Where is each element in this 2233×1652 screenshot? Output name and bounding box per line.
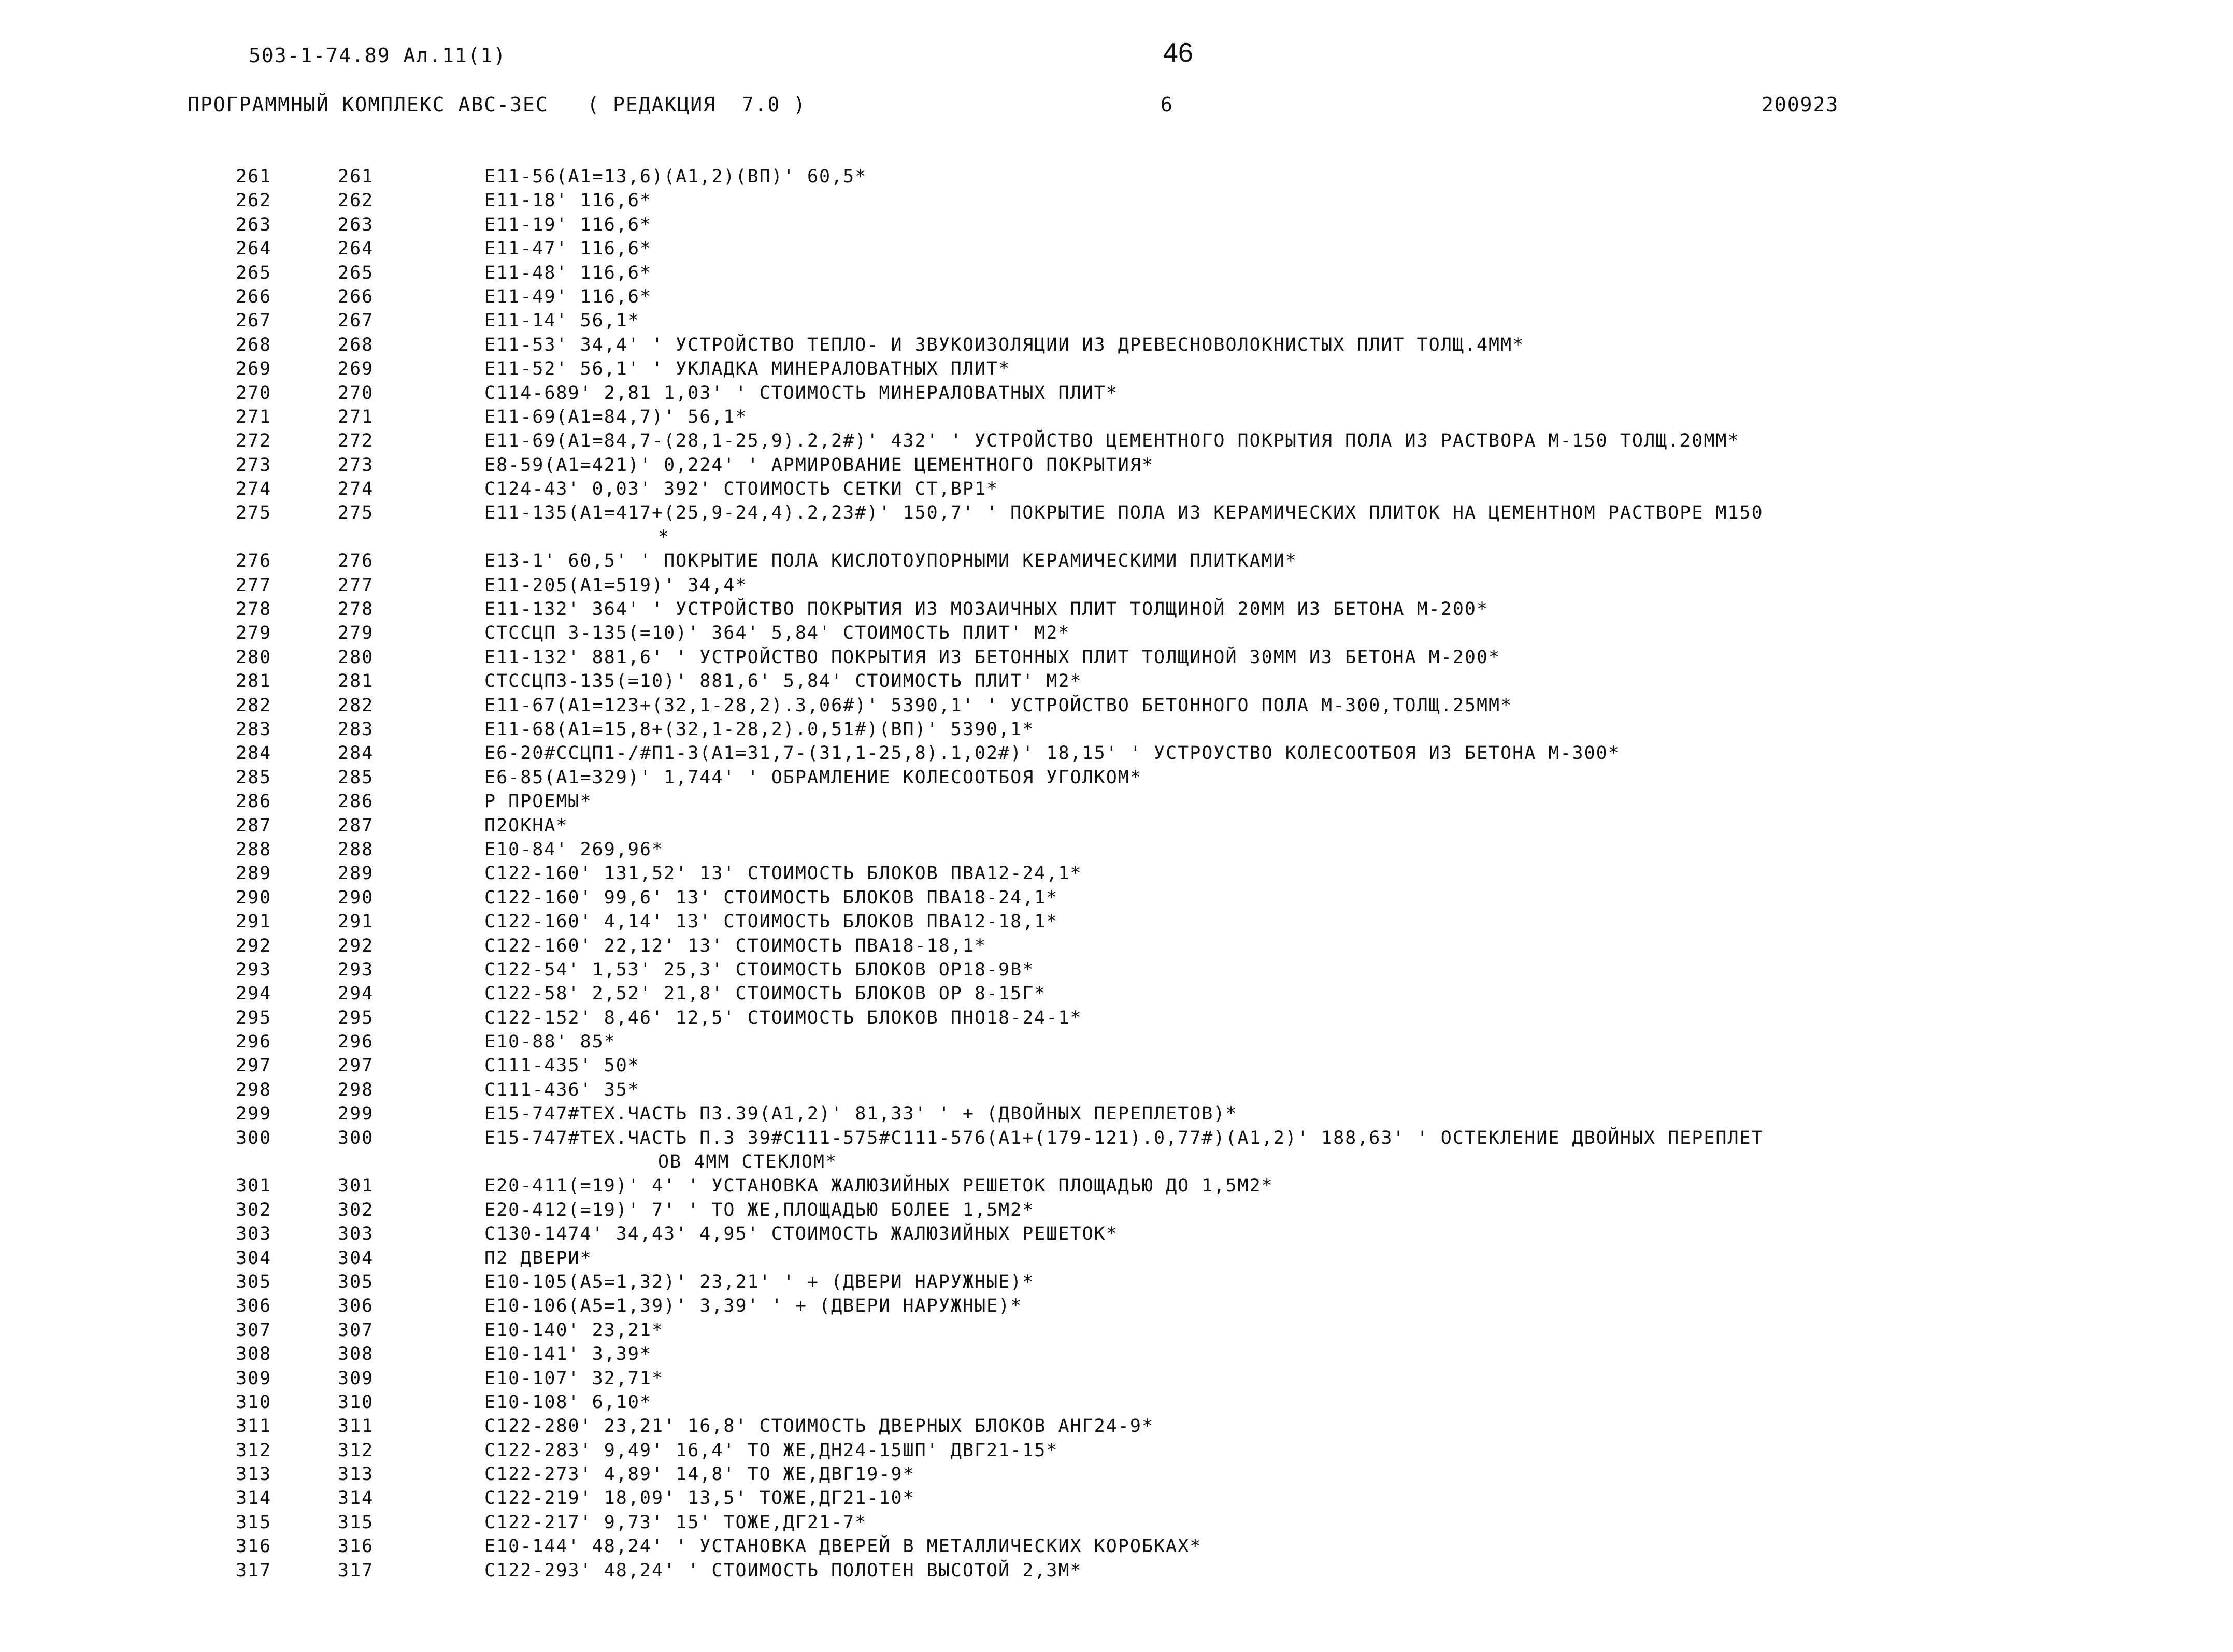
document-code: 503-1-74.89 Ал.11(1) <box>249 44 507 67</box>
statement-number: 279 <box>338 623 374 644</box>
statement-text: Е20-412(=19)' 7' ' ТО ЖЕ,ПЛОЩАДЬЮ БОЛЕЕ 1,5М2* <box>484 1199 1035 1220</box>
statement-number: 294 <box>338 983 374 1004</box>
listing-row <box>0 573 2233 597</box>
statement-text: Е11-135(А1=417+(25,9-24,4).2,23#)' 150,7' ' ПОКРЫТИЕ ПОЛА ИЗ КЕРАМИЧЕСКИХ ПЛИТОК НА ЦЕМЕНТНОМ РАСТВОРЕ М150 <box>484 502 1764 524</box>
statement-number: 313 <box>338 1464 374 1485</box>
listing-row <box>0 838 2233 861</box>
statement-number: 310 <box>338 1391 374 1413</box>
line-number: 284 <box>236 743 272 764</box>
line-number: 288 <box>236 839 272 860</box>
statement-text: Е11-53' 34,4' ' УСТРОЙСТВО ТЕПЛО- И ЗВУКОИЗОЛЯЦИИ ИЗ ДРЕВЕСНОВОЛОКНИСТЫХ ПЛИТ ТОЛЩ.4ММ* <box>484 334 1525 355</box>
statement-number: 262 <box>338 190 374 211</box>
listing-row <box>0 549 2233 573</box>
statement-number: 286 <box>338 791 374 812</box>
line-number: 304 <box>236 1247 272 1269</box>
listing-row <box>0 1102 2233 1126</box>
statement-text: Е11-132' 364' ' УСТРОЙСТВО ПОКРЫТИЯ ИЗ МОЗАИЧНЫХ ПЛИТ ТОЛЩИНОЙ 20ММ ИЗ БЕТОНА М-200* <box>484 599 1489 620</box>
program-title: ПРОГРАММНЫЙ КОМПЛЕКС АВС-3ЕС ( РЕДАКЦИЯ 7.0 ) <box>188 93 807 116</box>
listing-row <box>0 1126 2233 1150</box>
listing-row <box>0 1414 2233 1438</box>
line-number: 279 <box>236 623 272 644</box>
statement-number: 267 <box>338 310 374 332</box>
statement-text: Е10-88' 85* <box>484 1031 616 1053</box>
listing-row <box>0 1246 2233 1270</box>
listing-row <box>0 1174 2233 1198</box>
line-number: 303 <box>236 1224 272 1245</box>
line-number: 283 <box>236 719 272 740</box>
line-number: 274 <box>236 479 272 500</box>
listing-row <box>0 814 2233 838</box>
line-number: 312 <box>236 1440 272 1461</box>
listing-row <box>0 309 2233 333</box>
statement-text: Е8-59(А1=421)' 0,224' ' АРМИРОВАНИЕ ЦЕМЕНТНОГО ПОКРЫТИЯ* <box>484 454 1154 476</box>
statement-number: 285 <box>338 767 374 788</box>
statement-number: 304 <box>338 1247 374 1269</box>
statement-text: С122-293' 48,24' ' СТОИМОСТЬ ПОЛОТЕН ВЫСОТОЙ 2,3М* <box>484 1560 1082 1581</box>
listing-continuation-row <box>0 1150 2233 1174</box>
statement-text: Е10-106(А5=1,39)' 3,39' ' + (ДВЕРИ НАРУЖНЫЕ)* <box>484 1296 1023 1317</box>
listing-row <box>0 934 2233 958</box>
statement-number: 298 <box>338 1079 374 1100</box>
statement-number: 302 <box>338 1199 374 1220</box>
statement-text: Е11-19' 116,6* <box>484 214 652 235</box>
statement-text: Е20-411(=19)' 4' ' УСТАНОВКА ЖАЛЮЗИЙНЫХ РЕШЕТОК ПЛОЩАДЬЮ ДО 1,5М2* <box>484 1175 1273 1197</box>
listing-row <box>0 766 2233 789</box>
statement-text: С114-689' 2,81 1,03' ' СТОИМОСТЬ МИНЕРАЛОВАТНЫХ ПЛИТ* <box>484 382 1118 404</box>
listing-row <box>0 1294 2233 1318</box>
statement-number: 300 <box>338 1127 374 1148</box>
statement-number: 317 <box>338 1560 374 1581</box>
listing-row <box>0 1439 2233 1462</box>
statement-number: 312 <box>338 1440 374 1461</box>
listing-row <box>0 453 2233 477</box>
listing-row <box>0 1270 2233 1294</box>
statement-text: Е10-108' 6,10* <box>484 1391 652 1413</box>
listing-row <box>0 333 2233 357</box>
listing-row <box>0 597 2233 621</box>
statement-number: 276 <box>338 551 374 572</box>
statement-number: 291 <box>338 911 374 932</box>
statement-number: 288 <box>338 839 374 860</box>
statement-text: С122-152' 8,46' 12,5' СТОИМОСТЬ БЛОКОВ ПНО18-24-1* <box>484 1007 1082 1028</box>
listing-row <box>0 789 2233 813</box>
statement-number: 296 <box>338 1031 374 1053</box>
statement-text: С122-219' 18,09' 13,5' ТОЖЕ,ДГ21-10* <box>484 1488 915 1509</box>
statement-number: 269 <box>338 358 374 380</box>
statement-text: Е11-56(А1=13,6)(А1,2)(ВП)' 60,5* <box>484 166 867 187</box>
listing-row <box>0 1006 2233 1030</box>
listing-row <box>0 165 2233 189</box>
line-number: 293 <box>236 959 272 980</box>
line-number: 302 <box>236 1199 272 1220</box>
line-number: 280 <box>236 647 272 668</box>
statement-number: 281 <box>338 671 374 692</box>
statement-text: Е11-68(А1=15,8+(32,1-28,2).0,51#)(ВП)' 5390,1* <box>484 719 1035 740</box>
statement-text: Е11-69(А1=84,7)' 56,1* <box>484 406 748 427</box>
statement-text: С122-217' 9,73' 15' ТОЖЕ,ДГ21-7* <box>484 1512 867 1533</box>
date-code: 200923 <box>1762 93 1839 116</box>
line-number: 313 <box>236 1464 272 1485</box>
line-number: 307 <box>236 1319 272 1341</box>
statement-number: 314 <box>338 1488 374 1509</box>
line-number: 294 <box>236 983 272 1004</box>
statement-text: С124-43' 0,03' 392' СТОИМОСТЬ СЕТКИ СТ,ВР1* <box>484 479 999 500</box>
statement-number: 289 <box>338 863 374 884</box>
line-number: 306 <box>236 1296 272 1317</box>
listing-row <box>0 645 2233 669</box>
statement-number: 303 <box>338 1224 374 1245</box>
line-number: 308 <box>236 1344 272 1365</box>
listing-row <box>0 357 2233 381</box>
statement-text: Е11-49' 116,6* <box>484 286 652 307</box>
statement-text: Е11-14' 56,1* <box>484 310 640 332</box>
statement-number: 290 <box>338 887 374 908</box>
line-number: 311 <box>236 1416 272 1437</box>
statement-text: Е15-747#ТЕХ.ЧАСТЬ П.3 39#С111-575#С111-576(А1+(179-121).0,77#)(А1,2)' 188,63' ' ОСТЕКЛЕНИЕ ДВОЙНЫХ ПЕРЕПЛЕТ <box>484 1127 1764 1148</box>
statement-number: 275 <box>338 502 374 524</box>
statement-number: 284 <box>338 743 374 764</box>
listing-row <box>0 982 2233 1005</box>
statement-number: 305 <box>338 1271 374 1292</box>
listing-row <box>0 741 2233 765</box>
statement-text: Е10-140' 23,21* <box>484 1319 664 1341</box>
listing-row <box>0 1222 2233 1246</box>
statement-number: 278 <box>338 599 374 620</box>
listing-row <box>0 1559 2233 1583</box>
line-number: 263 <box>236 214 272 235</box>
statement-text: ОВ 4ММ СТЕКЛОМ* <box>658 1152 838 1173</box>
listing-row <box>0 237 2233 261</box>
statement-text: С122-160' 22,12' 13' СТОИМОСТЬ ПВА18-18,1* <box>484 935 987 956</box>
statement-text: Р ПРОЕМЫ* <box>484 791 592 812</box>
line-number: 266 <box>236 286 272 307</box>
statement-text: С130-1474' 34,43' 4,95' СТОИМОСТЬ ЖАЛЮЗИЙНЫХ РЕШЕТОК* <box>484 1224 1118 1245</box>
line-number: 297 <box>236 1055 272 1076</box>
page-number: 46 <box>1163 38 1193 68</box>
statement-text: СТССЦП 3-135(=10)' 364' 5,84' СТОИМОСТЬ ПЛИТ' М2* <box>484 623 1070 644</box>
listing-row <box>0 1367 2233 1390</box>
line-number: 289 <box>236 863 272 884</box>
listing <box>0 165 2233 1583</box>
statement-text: Е11-69(А1=84,7-(28,1-25,9).2,2#)' 432' ' УСТРОЙСТВО ЦЕМЕНТНОГО ПОКРЫТИЯ ПОЛА ИЗ РАСТВОРА М-150 ТОЛЩ.20ММ* <box>484 430 1740 452</box>
statement-number: 287 <box>338 815 374 836</box>
line-number: 316 <box>236 1536 272 1557</box>
statement-number: 272 <box>338 430 374 452</box>
statement-text: С111-435' 50* <box>484 1055 640 1076</box>
line-number: 299 <box>236 1103 272 1125</box>
statement-number: 311 <box>338 1416 374 1437</box>
listing-row <box>0 886 2233 910</box>
statement-text: Е11-47' 116,6* <box>484 238 652 260</box>
statement-text: Е10-105(А5=1,32)' 23,21' ' + (ДВЕРИ НАРУЖНЫЕ)* <box>484 1271 1035 1292</box>
line-number: 282 <box>236 695 272 716</box>
statement-text: Е11-48' 116,6* <box>484 262 652 283</box>
statement-text: Е11-52' 56,1' ' УКЛАДКА МИНЕРАЛОВАТНЫХ ПЛИТ* <box>484 358 1011 380</box>
line-number: 267 <box>236 310 272 332</box>
line-number: 314 <box>236 1488 272 1509</box>
listing-row <box>0 261 2233 285</box>
statement-number: 282 <box>338 695 374 716</box>
statement-text: Е6-20#ССЦП1-/#П1-3(А1=31,7-(31,1-25,8).1,02#)' 18,15' ' УСТРОУСТВО КОЛЕСООТБОЯ ИЗ БЕТОНА М-300* <box>484 743 1620 764</box>
statement-text: С122-58' 2,52' 21,8' СТОИМОСТЬ БЛОКОВ ОР 8-15Г* <box>484 983 1047 1004</box>
statement-number: 297 <box>338 1055 374 1076</box>
listing-row <box>0 477 2233 501</box>
statement-text: П2ОКНА* <box>484 815 568 836</box>
line-number: 305 <box>236 1271 272 1292</box>
statement-number: 295 <box>338 1007 374 1028</box>
line-number: 270 <box>236 382 272 404</box>
statement-number: 299 <box>338 1103 374 1125</box>
statement-text: Е11-205(А1=519)' 34,4* <box>484 574 748 596</box>
listing-row <box>0 501 2233 525</box>
line-number: 295 <box>236 1007 272 1028</box>
statement-text: С122-160' 131,52' 13' СТОИМОСТЬ БЛОКОВ ПВА12-24,1* <box>484 863 1082 884</box>
listing-row <box>0 1390 2233 1414</box>
statement-number: 264 <box>338 238 374 260</box>
line-number: 317 <box>236 1560 272 1581</box>
line-number: 290 <box>236 887 272 908</box>
statement-text: Е11-132' 881,6' ' УСТРОЙСТВО ПОКРЫТИЯ ИЗ БЕТОННЫХ ПЛИТ ТОЛЩИНОЙ 30ММ ИЗ БЕТОНА М-200* <box>484 647 1501 668</box>
line-number: 268 <box>236 334 272 355</box>
line-number: 265 <box>236 262 272 283</box>
line-number: 262 <box>236 190 272 211</box>
listing-row <box>0 1318 2233 1342</box>
statement-text: Е15-747#ТЕХ.ЧАСТЬ П3.39(А1,2)' 81,33' ' + (ДВОЙНЫХ ПЕРЕПЛЕТОВ)* <box>484 1103 1238 1125</box>
statement-text: Е13-1' 60,5' ' ПОКРЫТИЕ ПОЛА КИСЛОТОУПОРНЫМИ КЕРАМИЧЕСКИМИ ПЛИТКАМИ* <box>484 551 1297 572</box>
statement-text: С122-54' 1,53' 25,3' СТОИМОСТЬ БЛОКОВ ОР18-9В* <box>484 959 1035 980</box>
statement-text: Е6-85(А1=329)' 1,744' ' ОБРАМЛЕНИЕ КОЛЕСООТБОЯ УГОЛКОМ* <box>484 767 1142 788</box>
listing-row <box>0 621 2233 645</box>
statement-number: 261 <box>338 166 374 187</box>
line-number: 275 <box>236 502 272 524</box>
line-number: 281 <box>236 671 272 692</box>
listing-row <box>0 717 2233 741</box>
statement-number: 268 <box>338 334 374 355</box>
listing-row <box>0 1462 2233 1486</box>
statement-text: Е10-84' 269,96* <box>484 839 664 860</box>
listing-row <box>0 381 2233 405</box>
statement-text: С122-280' 23,21' 16,8' СТОИМОСТЬ ДВЕРНЫХ БЛОКОВ АНГ24-9* <box>484 1416 1154 1437</box>
sheet-number: 6 <box>1161 93 1173 116</box>
statement-number: 292 <box>338 935 374 956</box>
line-number: 296 <box>236 1031 272 1053</box>
line-number: 315 <box>236 1512 272 1533</box>
statement-number: 266 <box>338 286 374 307</box>
line-number: 300 <box>236 1127 272 1148</box>
line-number: 285 <box>236 767 272 788</box>
listing-row <box>0 669 2233 693</box>
line-number: 278 <box>236 599 272 620</box>
listing-row <box>0 694 2233 717</box>
line-number: 291 <box>236 911 272 932</box>
statement-number: 316 <box>338 1536 374 1557</box>
listing-row <box>0 405 2233 429</box>
statement-text: С122-160' 4,14' 13' СТОИМОСТЬ БЛОКОВ ПВА12-18,1* <box>484 911 1058 932</box>
statement-text: С122-273' 4,89' 14,8' ТО ЖЕ,ДВГ19-9* <box>484 1464 915 1485</box>
line-number: 292 <box>236 935 272 956</box>
listing-continuation-row <box>0 525 2233 549</box>
statement-number: 263 <box>338 214 374 235</box>
statement-number: 306 <box>338 1296 374 1317</box>
statement-text: Е10-144' 48,24' ' УСТАНОВКА ДВЕРЕЙ В МЕТАЛЛИЧЕСКИХ КОРОБКАХ* <box>484 1536 1202 1557</box>
statement-text: СТССЦП3-135(=10)' 881,6' 5,84' СТОИМОСТЬ ПЛИТ' М2* <box>484 671 1082 692</box>
statement-text: С111-436' 35* <box>484 1079 640 1100</box>
line-number: 277 <box>236 574 272 596</box>
line-number: 261 <box>236 166 272 187</box>
listing-row <box>0 910 2233 933</box>
statement-number: 274 <box>338 479 374 500</box>
listing-row <box>0 285 2233 309</box>
listing-row <box>0 213 2233 237</box>
line-number: 264 <box>236 238 272 260</box>
statement-number: 265 <box>338 262 374 283</box>
line-number: 271 <box>236 406 272 427</box>
listing-row <box>0 958 2233 982</box>
statement-text: Е10-107' 32,71* <box>484 1368 664 1389</box>
listing-row <box>0 189 2233 212</box>
statement-text: * <box>658 526 670 548</box>
statement-number: 293 <box>338 959 374 980</box>
line-number: 273 <box>236 454 272 476</box>
statement-number: 283 <box>338 719 374 740</box>
line-number: 276 <box>236 551 272 572</box>
statement-number: 308 <box>338 1344 374 1365</box>
statement-number: 277 <box>338 574 374 596</box>
statement-text: Е11-67(А1=123+(32,1-28,2).3,06#)' 5390,1' ' УСТРОЙСТВО БЕТОННОГО ПОЛА М-300,ТОЛЩ.25ММ* <box>484 695 1513 716</box>
statement-number: 301 <box>338 1175 374 1197</box>
statement-number: 270 <box>338 382 374 404</box>
line-number: 301 <box>236 1175 272 1197</box>
line-number: 298 <box>236 1079 272 1100</box>
statement-number: 315 <box>338 1512 374 1533</box>
listing-row <box>0 1342 2233 1366</box>
statement-number: 271 <box>338 406 374 427</box>
statement-text: С122-160' 99,6' 13' СТОИМОСТЬ БЛОКОВ ПВА18-24,1* <box>484 887 1058 908</box>
line-number: 272 <box>236 430 272 452</box>
statement-number: 309 <box>338 1368 374 1389</box>
statement-text: Е10-141' 3,39* <box>484 1344 652 1365</box>
line-number: 269 <box>236 358 272 380</box>
listing-row <box>0 1198 2233 1222</box>
line-number: 310 <box>236 1391 272 1413</box>
statement-number: 273 <box>338 454 374 476</box>
listing-row <box>0 1486 2233 1510</box>
statement-text: Е11-18' 116,6* <box>484 190 652 211</box>
listing-row <box>0 1078 2233 1102</box>
line-number: 286 <box>236 791 272 812</box>
line-number: 287 <box>236 815 272 836</box>
statement-text: С122-283' 9,49' 16,4' ТО ЖЕ,ДН24-15ШП' ДВГ21-15* <box>484 1440 1058 1461</box>
listing-row <box>0 861 2233 885</box>
statement-text: П2 ДВЕРИ* <box>484 1247 592 1269</box>
listing-row <box>0 1054 2233 1078</box>
listing-row <box>0 1534 2233 1558</box>
listing-row <box>0 429 2233 453</box>
line-number: 309 <box>236 1368 272 1389</box>
statement-number: 307 <box>338 1319 374 1341</box>
listing-row <box>0 1511 2233 1534</box>
listing-row <box>0 1030 2233 1054</box>
statement-number: 280 <box>338 647 374 668</box>
